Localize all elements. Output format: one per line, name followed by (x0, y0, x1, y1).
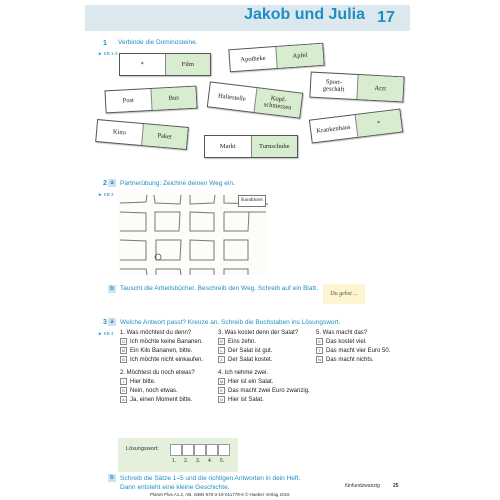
answer-option[interactable]: M Hier ist ein Salat. (219, 379, 274, 386)
solution-number-2: 2. (184, 458, 189, 464)
solution-number-1: 1. (172, 458, 177, 464)
exercise-3-number: 3 (103, 319, 107, 326)
solution-word-label: Lösungswort: (126, 446, 159, 452)
domino-right: Apfel (275, 44, 323, 68)
exercise-3b-label: b (108, 474, 116, 482)
domino-7[interactable] (204, 135, 298, 158)
chapter-number: 17 (377, 9, 395, 26)
exercise-2b-label: b (108, 285, 116, 293)
answer-option[interactable]: N Das macht nichts. (316, 356, 390, 365)
domino-left: Haltestelle (217, 91, 247, 103)
answer-option[interactable]: K Das macht zwei Euro zwanzig. (218, 387, 310, 396)
answer-option[interactable]: L Der Salat ist gut. (218, 347, 298, 356)
question-text: 2. Möchtest du noch etwas? (120, 370, 195, 376)
domino-left: * (140, 61, 144, 68)
domino-5[interactable] (207, 81, 303, 118)
domino-left: Krankenhaus (315, 123, 351, 135)
domino-8[interactable] (309, 108, 403, 143)
domino-right: Paket (141, 124, 188, 149)
domino-right: * (354, 110, 402, 137)
solution-cell-3[interactable] (194, 444, 206, 456)
domino-right: Film (165, 54, 211, 75)
domino-left: Markt (219, 143, 236, 150)
answer-option[interactable]: B Ich möchte nicht einkaufen. (120, 356, 203, 365)
answer-option[interactable]: T Das macht vier Euro 50. (316, 347, 390, 356)
domino-3[interactable] (309, 72, 404, 103)
page-number-word: fünfundzwanzig (345, 483, 380, 489)
solution-cell-5[interactable] (218, 444, 230, 456)
domino-2[interactable] (228, 43, 324, 73)
answer-option[interactable]: A Ja, einen Moment bitte. (120, 396, 195, 405)
page-number: 25 (393, 483, 399, 489)
domino-left: Sport- geschäft (322, 78, 345, 94)
domino-left: Kino (112, 128, 127, 137)
exercise-3b-instruction (120, 474, 300, 492)
exercise-2b-instruction: Tauscht die Arbeitsbücher. Beschreib den Weg. Schreib auf ein Blatt. (120, 285, 318, 292)
question-text: 1. Was möchtest du denn? (120, 330, 192, 336)
question-text: 3. Was kostet denn der Salat? (218, 330, 299, 336)
exercise-1-number: 1 (103, 40, 107, 47)
domino-left: Post (122, 96, 135, 105)
exercise-3-kb-ref: ► KB 4 (98, 331, 114, 336)
exercise-3a-label: a (108, 318, 116, 326)
answer-option[interactable]: M Ein Kilo Bananen, bitte. (121, 347, 193, 354)
question-text: 4. Ich nehme zwei. (218, 370, 269, 376)
imprint: Planet Plus A1.2, AB, ISBN 978-3-19-011779-6 © Hueber Verlag 2016 (150, 492, 290, 497)
solution-cell-4[interactable] (206, 444, 218, 456)
question-4 (218, 369, 310, 404)
question-1 (120, 329, 203, 364)
domino-left: Apotheke (240, 54, 266, 64)
answer-option[interactable]: I Hier bitte. (120, 378, 195, 387)
domino-right: Arzt (356, 75, 404, 101)
question-text: 5. Was macht das? (316, 330, 368, 336)
answer-option[interactable]: R Eins zehn. (218, 338, 298, 347)
solution-cell-1[interactable] (170, 444, 182, 456)
answer-option[interactable]: Z Der Salat kostet. (218, 356, 298, 365)
exercise-2a-label: a (108, 179, 116, 187)
page-title: Jakob und Julia (244, 6, 365, 23)
exercise-1-kb-ref: ► KB 1-3 (98, 51, 118, 56)
map-label-konditorei: Konditorei (238, 195, 266, 207)
exercise-2a-instruction: Partnerübung: Zeichne deinen Weg ein. (120, 180, 235, 187)
domino-1[interactable] (119, 53, 211, 76)
exercise-2-number: 2 (103, 180, 107, 187)
solution-cell-2[interactable] (182, 444, 194, 456)
domino-4[interactable] (104, 86, 197, 114)
note-card: Du gehst ... (323, 284, 365, 304)
question-2 (120, 369, 195, 404)
exercise-3a-instruction: Welche Antwort passt? Kreuze an. Schreib die Buchstaben ins Lösungswort. (120, 319, 341, 326)
exercise-3b-line-1: Schreib die Sätze 1–5 und die richtigen Antworten in dein Heft. (120, 475, 301, 482)
exercise-2-kb-ref: ► KB 3 (98, 192, 114, 197)
question-5 (316, 329, 390, 364)
answer-option[interactable]: O Nein, noch etwas. (121, 387, 178, 394)
domino-right: Turnschuhe (251, 136, 298, 157)
answer-option[interactable]: E Das kostet viel. (316, 338, 390, 347)
answer-option[interactable]: N Hier ist Salat. (218, 396, 310, 405)
exercise-1-instruction: Verbinde die Dominosteine. (118, 39, 198, 46)
domino-6[interactable] (95, 119, 189, 150)
solution-number-3: 3. (196, 458, 201, 464)
exercise-3b-line-2: Dann entsteht eine kleine Geschichte. (120, 484, 230, 491)
solution-number-5: 5. (220, 458, 225, 464)
domino-right: Bus (150, 87, 197, 110)
domino-right: Kopf- schmerzen (253, 88, 302, 117)
solution-number-4: 4. (208, 458, 213, 464)
question-3 (218, 329, 298, 364)
answer-option[interactable]: Ü Ich möchte keine Bananen. (120, 338, 203, 347)
